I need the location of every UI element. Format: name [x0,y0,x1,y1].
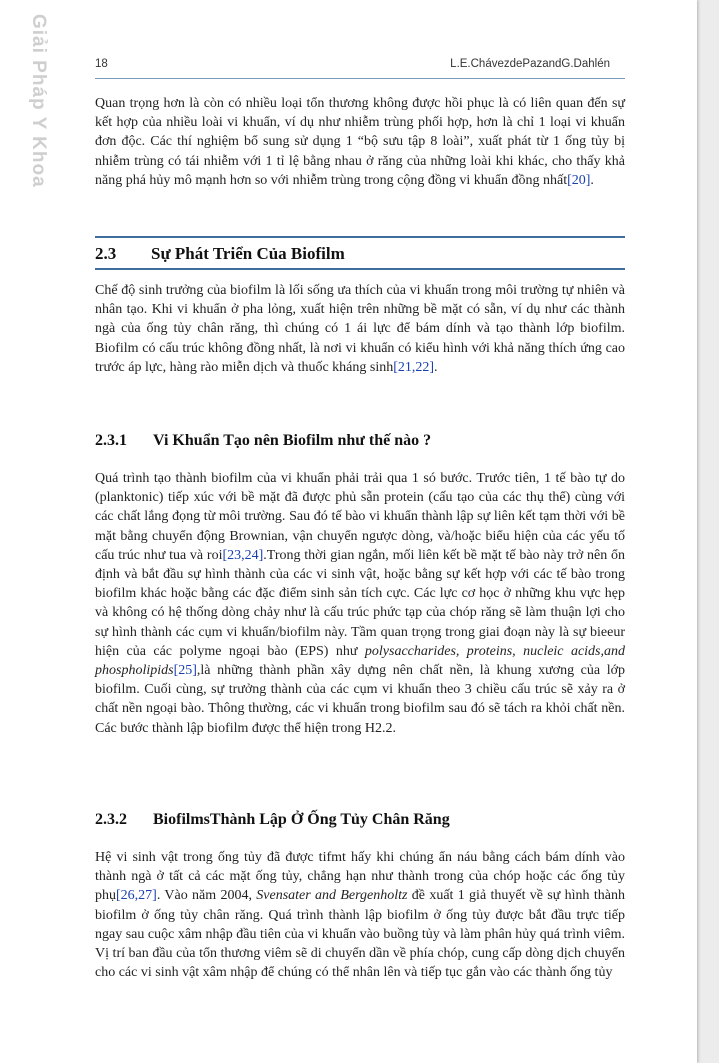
section-rule-top [95,236,625,238]
italic-authors: Svensater and Bergenholtz [256,888,408,904]
paragraph-text: đề xuất 1 giả thuyết về sự hình thành biofilm ở ống tủy chân răng. Quá trình thành lập biofilm ở ống tủy được bắt đầu trực tiếp ngay sau cuộc xâm nhập đầu tiên của vi khuẩn vào buồng tủy và làm phân hủy quá trình viêm. Vị trí ban đầu của tổn thương viêm sẽ di chuyển dần về phía chóp, cung cấp dòng dịch chuyển cho các vi sinh vật xâm nhập để chúng có thể nhân lên và tiếp tục gắn vào các thành ống tủy [95,888,625,981]
section-heading-2-3-2 [95,811,625,829]
section-number: 2.3.1 [95,432,127,449]
section-rule-bottom [95,268,625,270]
page-header [95,56,610,76]
paragraph-end: . [434,359,438,375]
paragraph-text: .Trong thời gian ngắn, mối liên kết bề mặt tế bào này trở nên ổn định và bắt đầu sự hình thành của các vi sinh vật, hoặc bằng sự kết hợp với các tế bào trong biofilm khác hoặc bằng các đặc điểm sinh sản tích cực. Các lực cơ học ở những khu vực hẹp và không có hệ thống dòng chảy như là cấu trúc phức tạp của chóp răng sẽ làm thuận lợi cho sự hình thành các cụm vi khuẩn/biofilm này. Tầm quan trọng trong giai đoạn này là sự bieeur hiện của các polyme ngoại bào (EPS) như [95,547,625,659]
citation-link[interactable]: [21,22] [393,359,435,375]
paragraph-text: Chế độ sinh trưởng của biofilm là lối sống ưa thích của vi khuẩn trong môi trường tự nhiên và nhân tạo. Khi vi khuẩn ở pha lỏng, xuất hiện trên những bề mặt có sẵn, ví dụ như các thành ngà của ống tủy chân răng, thì chúng có 1 ái lực để bám dính và tạo thành lớp biofilm. Biofilm có cấu trúc không đồng nhất, là nơi vi khuẩn có kiểu hình với khả năng thích ứng cao trước áp lực, hàng rào miễn dịch và thuốc kháng sinh [95,283,625,375]
page-number: 18 [95,58,108,70]
section-number: 2.3 [95,244,117,263]
paragraph-text: ,là những thành phần xây dựng nên chất nền, là khung xương của lớp biofilm. Cuối cùng, sự trưởng thành của các cụm vi khuẩn theo 3 chiều cấu trúc sẽ xảy ra ở chất nền ngoại bào. Thông thường, các vi khuẩn trong biofilm sau đó sẽ tách ra khỏi chất nền. Các bước thành lập biofilm được thể hiện trong H2.2. [95,663,625,736]
citation-link[interactable]: [23,24] [222,547,264,563]
paragraph-text: Quá trình tạo thành biofilm của vi khuẩn phải trải qua 1 só bước. Trước tiên, 1 tế bào tự do (planktonic) tiếp xúc với bề mặt đã được phủ sẵn protein (cấu tạo của các thụ thể) cùng với các chất lắng đọng từ môi trường. Sau đó tế bào vi khuẩn thành lập sự liên kết tạm thời với bề mặt bằng chuyển động Brownian, vận chuyển ngược dòng, và/hoặc biểu hiện của các yếu tố cấu trúc như tua và roi [95,471,625,563]
paragraph-text: . Vào năm 2004, [156,888,257,904]
paragraph-end: . [590,172,594,188]
header-divider [95,78,625,79]
watermark [6,4,49,188]
section-number: 2.3.2 [95,811,127,828]
paragraph-biofilm-formation [95,469,625,738]
section-heading-2-3-1 [95,432,625,450]
citation-link[interactable]: [20] [567,172,591,188]
italic-terms: polysaccharides, proteins, nucleic acids,and phospholipids [95,643,625,679]
section-title: Sự Phát Triển Của Biofilm [151,244,345,263]
section-title: BiofilmsThành Lập Ở Ống Tủy Chân Răng [153,811,450,828]
paragraph-biofilm-growth [95,281,625,377]
citation-link[interactable]: [25] [173,663,197,679]
paragraph-root-canal-biofilm [95,848,625,982]
paragraph-intro [95,94,625,190]
section-heading-2-3 [95,244,625,264]
running-title: L.E.ChávezdePazandG.Dahlén [450,58,610,70]
paragraph-text: Quan trọng hơn là còn có nhiều loại tổn thương không được hồi phục là có liên quan đến sự kết hợp của nhiều loài vi khuẩn, ví dụ như nhiễm trùng phối hợp, hơn là chỉ 1 loại vi khuẩn đơn độc. Các thí nghiệm bổ sung sử dụng 1 “bộ sưu tập 8 loài”, xuất phát từ 1 ống tủy bị nhiễm trùng có tái nhiễm với 1 tỉ lệ bằng nhau ở răng của những loài khi khác, cho thấy khả năng phá hủy mô mạnh hơn so với nhiễm trùng trong cộng đồng vi khuẩn đồng nhất [95,96,625,188]
watermark-text: Giải Pháp Y Khoa [28,14,49,188]
section-title: Vi Khuẩn Tạo nên Biofilm như thế nào ? [153,432,432,449]
watermark-graphic [6,4,49,188]
citation-link[interactable]: [26,27] [116,888,157,904]
paragraph-text: Hệ vi sinh vật trong ống tủy đã được tifmt hấy khi chúng ẩn náu bằng cách bám dính vào thành ngà ở tất cả các mặt ống tủy, chẳng hạn như thành trong của chóp hoặc các ống tủy phụ [95,850,625,904]
